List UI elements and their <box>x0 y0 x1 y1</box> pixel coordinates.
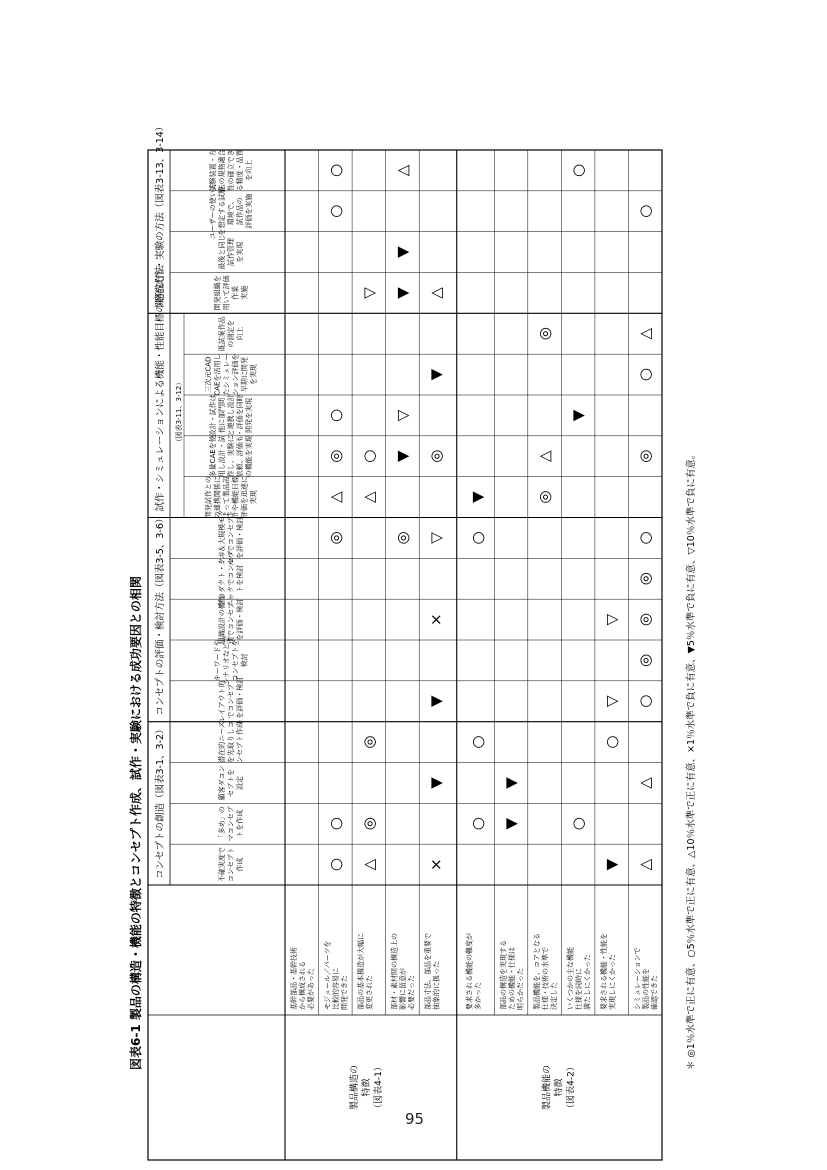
significance-mark: ◎ <box>326 449 345 463</box>
column-header-text: る精度・品質 <box>236 149 244 192</box>
column-header-text: 顧客ダコン <box>218 765 226 801</box>
column-header-text: ルバでコンセプト <box>227 510 235 566</box>
column-header-text: ミニ＆大規模モク <box>218 509 226 566</box>
significance-mark: ○ <box>468 531 487 545</box>
row-label-text: 部品寸法、部品を重要で <box>424 933 433 1010</box>
significance-mark: ○ <box>326 408 345 422</box>
column-header-text: 開発を実現 <box>245 397 253 433</box>
significance-mark: ▼ <box>468 491 487 503</box>
column-header-text: 早期に開発 <box>240 357 249 393</box>
column-header-text: 作成 <box>236 857 244 872</box>
column-header-text: プロダクト・クリ <box>218 550 226 607</box>
column-header-text: 試作品の <box>236 197 244 226</box>
column-header-text: 法の規格適合 <box>218 149 226 192</box>
row-group-label: （図表4-1） <box>373 1062 384 1113</box>
significance-mark: △ <box>636 777 655 789</box>
column-header-text: 依頼、評価も <box>236 435 244 478</box>
significance-mark: ◎ <box>535 327 554 341</box>
column-header-text: よって製品設 <box>222 476 231 519</box>
column-header-text: 用いて評価 <box>222 275 231 311</box>
significance-mark: △ <box>535 450 554 463</box>
column-header-text: CAEを活用し <box>213 353 222 396</box>
row-label-text: 必要だった <box>407 975 416 1010</box>
row-label-text: 仕様を同時に <box>574 968 583 1010</box>
significance-mark: ○ <box>602 735 621 749</box>
column-header-text: 他に部門間 <box>218 397 226 433</box>
column-header-text: 開発試作との <box>204 476 213 519</box>
significance-mark: ○ <box>636 204 655 218</box>
column-header-text: ・評価を同時 <box>236 394 244 437</box>
row-label-text: 満たしにくかった <box>583 954 592 1010</box>
group-header-label: 試作・シミュレーションによる機能・性能目標の達成方法 <box>155 265 166 512</box>
row-label-text: 影響に留意が <box>399 968 408 1010</box>
column-header-text: たシミュレー <box>222 353 231 396</box>
significance-mark: ▽ <box>426 532 445 544</box>
significance-mark: △ <box>359 491 378 503</box>
column-header-text: 実施 <box>240 285 249 300</box>
row-label-text: 決定した <box>549 982 558 1010</box>
significance-mark: ▼ <box>393 246 412 258</box>
column-header-text: 検討 <box>240 653 249 668</box>
column-header-text: 評価を実施 <box>245 193 253 229</box>
row-label-text: 仕様・技術の水準で <box>541 947 550 1010</box>
significance-mark: ◎ <box>393 531 412 545</box>
column-header-text: 開発組織を <box>213 275 222 311</box>
significance-mark: ▽ <box>602 695 621 708</box>
significance-mark: × <box>426 613 445 626</box>
significance-mark: ○ <box>326 204 345 218</box>
significance-mark: ▼ <box>502 817 521 830</box>
significance-mark: ▼ <box>393 287 412 299</box>
significance-mark: ○ <box>569 817 588 831</box>
column-header-text: と連携し設計 <box>227 394 235 437</box>
row-label-text: 部品の基本構造が大幅に <box>357 933 366 1010</box>
significance-mark: ◎ <box>535 490 554 504</box>
row-label-text: ための機能・仕様は <box>507 947 516 1010</box>
significance-mark: ◎ <box>636 653 655 667</box>
column-header-text: の連携関係に <box>213 476 222 519</box>
significance-mark: ◎ <box>636 613 655 627</box>
significance-mark: △ <box>636 858 655 871</box>
column-header-text: 組織設計の機能 <box>218 595 226 645</box>
column-header-text: ンセプト作成 <box>236 721 244 764</box>
significance-mark: ◎ <box>326 531 345 545</box>
column-header-text: 三次元CAD <box>204 356 213 393</box>
column-header-text: 向上 <box>236 326 244 341</box>
significance-mark: △ <box>393 164 412 177</box>
column-header-text: の測定を <box>227 319 235 348</box>
column-header-text: を想定する試験 <box>218 186 226 236</box>
column-header-text: の機能を実現 <box>245 435 253 478</box>
column-header-text: コンセプト <box>227 847 235 883</box>
significance-mark: ◎ <box>636 449 655 463</box>
column-header-text: 別でコンセプト <box>227 595 235 645</box>
row-label-text: モジュール／パーツを <box>323 940 332 1010</box>
column-header-text: トを作成 <box>236 809 244 838</box>
column-header-text: を先取りしコ <box>227 721 235 764</box>
significance-mark: ○ <box>468 735 487 749</box>
column-header-text: 設計・試作は <box>209 394 217 437</box>
significance-mark: △ <box>359 858 378 871</box>
column-header-text: トを評価・検討 <box>236 676 244 726</box>
column-header-text: 評価を迅速に <box>240 476 249 519</box>
row-label-text: 製品の性能を <box>641 968 650 1010</box>
row-label-text: 明らかだった <box>516 968 525 1010</box>
column-header-text: キーワードや <box>213 639 222 682</box>
footnote: ＊ ◎1％水準で正に有意、○5％水準で正に有意、△10％水準で正に有意、×1％水準で負に有意、▼5％水準で負に有意、▽10％水準で負に有意。 <box>686 449 697 1070</box>
significance-mark: ◎ <box>426 449 445 463</box>
page-number: 95 <box>405 1110 425 1128</box>
column-header-text: でコンセプ <box>227 683 235 719</box>
significance-mark: ○ <box>468 817 487 831</box>
significance-mark: ▽ <box>359 287 378 299</box>
column-header-text: を向上 <box>245 159 253 181</box>
row-group-label: 製品構造の <box>349 1064 360 1111</box>
column-header-text: 不確実度で <box>218 847 226 883</box>
row-label-text: 確認できた <box>650 975 659 1010</box>
row-label-text: 多かった <box>474 982 483 1010</box>
column-header-text: を評価・検討 <box>236 598 244 641</box>
significance-mark: ○ <box>326 858 345 872</box>
column-header-text: マコンセプ <box>227 806 235 842</box>
row-label-text: 実現しにくかった <box>608 954 617 1010</box>
significance-mark: ◎ <box>636 572 655 586</box>
significance-mark: ◎ <box>359 817 378 831</box>
row-label-text: 開発できた <box>340 975 349 1010</box>
table-caption: 図表6-1 製品の構造・機能の特徴とコンセプト作成、試作・実験における成功要因との相関 <box>129 576 143 1070</box>
column-header-text: 最後と同じ <box>218 234 226 270</box>
row-group-label: 特徴 <box>361 1078 372 1097</box>
row-group-label: 特徴 <box>554 1078 565 1097</box>
row-label-text: 要求される機能の難度が <box>465 933 474 1010</box>
column-header-text: 環境で、 <box>227 197 235 226</box>
significance-mark: ○ <box>636 368 655 382</box>
significance-mark: ▼ <box>426 695 445 708</box>
row-label-text: 必要があった <box>307 968 315 1010</box>
column-header-text: コンセプトを <box>231 639 240 682</box>
column-header-text: 用し設計・試 <box>218 435 226 478</box>
column-header-text: セプトを <box>227 768 235 797</box>
column-header-text: 試験装置・方 <box>209 149 217 192</box>
significance-mark: △ <box>326 491 345 503</box>
row-label-text: 抽象的に扱った <box>432 961 441 1010</box>
group-header-label: 開発試作・実験の方法（図表3-13、3-14） <box>155 121 166 308</box>
significance-mark: ▼ <box>502 777 521 789</box>
significance-mark: ○ <box>636 531 655 545</box>
row-label-text: 比較的容易に <box>332 968 341 1010</box>
significance-mark: ○ <box>326 163 345 177</box>
column-header-text: を評価・検討 <box>236 516 244 559</box>
row-label-text: いくつかの主な機能 <box>566 947 575 1010</box>
row-label-text: 製品機能を、コアとなる <box>532 933 541 1010</box>
significance-mark: ◎ <box>359 735 378 749</box>
row-group-label: 製品機能の <box>542 1064 553 1111</box>
column-header-text: 試作管理 <box>227 238 235 267</box>
column-header-text: 作し、実験に <box>227 435 235 478</box>
significance-mark: ▼ <box>393 450 412 463</box>
row-group-label: （図表4-2） <box>566 1062 577 1113</box>
row-label-text: 部材・素材間の構造上の <box>390 933 399 1010</box>
group-header-label: コンセプトの創造（図表3-1、3-2） <box>155 724 166 879</box>
row-label-text: 要求される機能・性能を <box>599 933 608 1010</box>
column-header-text: ション評価を <box>231 353 240 396</box>
column-header-text: シナリオなどで <box>222 635 231 685</box>
column-header-text: 多量CAEを使 <box>209 435 217 478</box>
row-label-text: 部品の構造を実現する <box>499 940 508 1010</box>
column-header-text: を実現 <box>249 364 258 386</box>
row-label-text: から構成される <box>298 961 307 1010</box>
column-header-text: を実現 <box>236 241 244 263</box>
significance-mark: ○ <box>636 694 655 708</box>
significance-mark: ▼ <box>602 858 621 871</box>
column-header-text: 作業 <box>231 285 240 300</box>
significance-mark: ▼ <box>426 777 445 789</box>
significance-mark: △ <box>636 327 655 340</box>
significance-mark: ○ <box>326 817 345 831</box>
significance-mark: △ <box>426 287 445 299</box>
column-header-text: 潜在的ニーズ <box>218 721 226 763</box>
column-header-text: ニックでコンセプ <box>227 550 235 607</box>
column-header-text: トを検討 <box>236 564 244 593</box>
column-header-text: 既試案作品 <box>218 316 226 352</box>
significance-mark: ▼ <box>426 368 445 381</box>
significance-mark: ▽ <box>393 409 412 422</box>
column-header-text: 「多め」の <box>218 806 226 842</box>
row-label-text: 変更された <box>365 975 374 1010</box>
significance-mark: ○ <box>359 449 378 463</box>
group-header-label: コンセプトの評価・検討方法（図表3-5、3-6） <box>155 513 166 716</box>
significance-mark: ▽ <box>602 613 621 626</box>
column-header-text: 実現 <box>249 490 258 505</box>
column-header-text: 設定 <box>236 775 244 790</box>
column-header-text: 計や機能目標 <box>231 476 240 519</box>
column-header-text: レイアウト的 <box>218 680 226 722</box>
group-header-sublabel: （図表3-11、3-12） <box>175 378 183 446</box>
significance-mark: × <box>426 858 445 871</box>
row-label-text: シミュレーションで <box>633 947 642 1010</box>
row-label-text: 基幹部品・基幹技術 <box>290 947 298 1010</box>
significance-mark: ▼ <box>569 409 588 422</box>
column-header-text: 性の確立でき <box>227 149 235 192</box>
significance-mark: ○ <box>569 163 588 177</box>
column-header-text: ユーザーの使い方 <box>209 183 217 240</box>
